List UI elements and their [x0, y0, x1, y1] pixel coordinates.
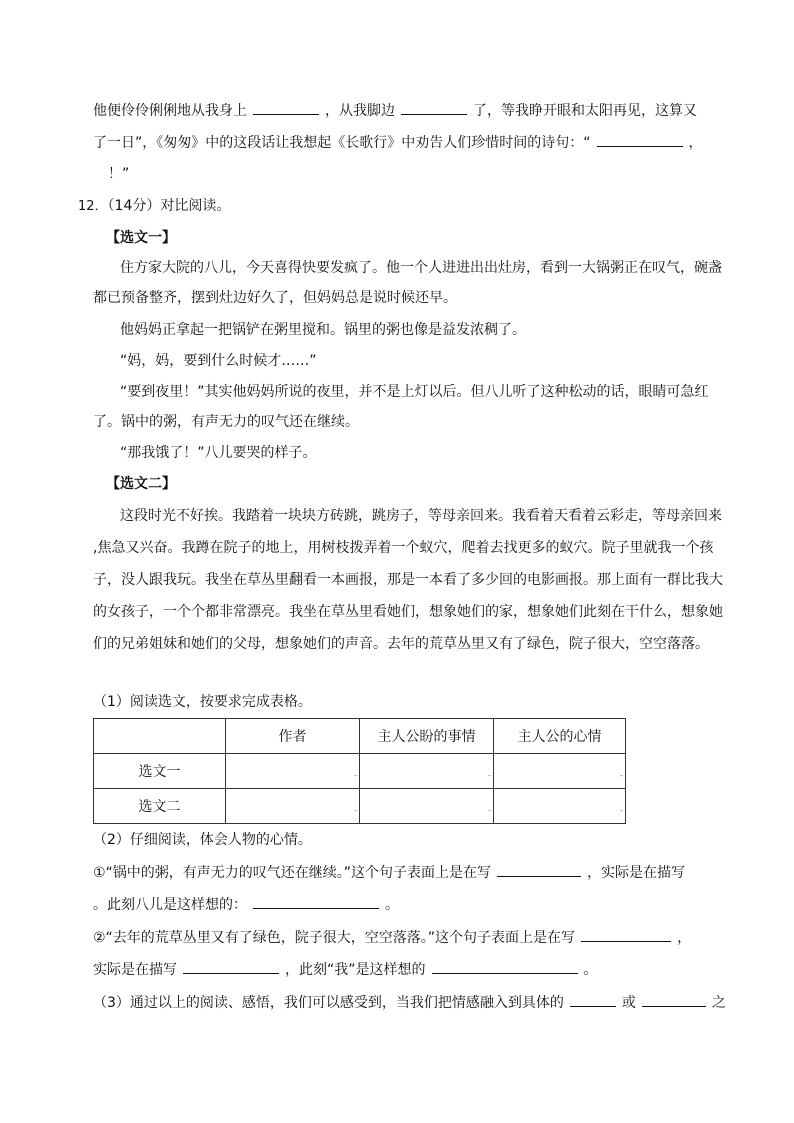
question-text: ①“锅中的粥，有声无力的叹气还在继续。”这个句子表面上是在写: [93, 865, 492, 881]
passage-2-line: 的女孩子，一个个都非常漂亮。我坐在草丛里看她们，想象她们的家，想象她们此刻在干什么，想象她: [93, 604, 723, 620]
answer-cell[interactable]: -: [360, 754, 494, 789]
passage-1-line: “妈，妈，要到什么时候才……”: [120, 353, 317, 369]
answer-blank[interactable]: [581, 927, 671, 942]
table-row: [94, 789, 626, 824]
answer-cell[interactable]: -: [494, 789, 626, 824]
question-text: 之: [711, 995, 726, 1011]
answer-cell[interactable]: -: [226, 789, 360, 824]
passage-1-line: 他妈妈正拿起一把锅铲在粥里搅和。锅里的粥也像是益发浓稠了。: [120, 322, 526, 338]
question-title: （14分）对比阅读。: [107, 198, 231, 214]
intro-text: ，从我脚边: [325, 103, 395, 119]
passage-1-line: 住方家大院的八儿，今天喜得快要发疯了。他一个人进进出出灶房，看到一大锅粥正在叹气，碗盏: [120, 260, 722, 276]
question-text: ，此刻“我”是这样想的: [285, 962, 426, 978]
sub-question-2-line: [93, 894, 399, 915]
passage-1-heading: 【选文一】: [106, 230, 176, 246]
answer-table: [93, 718, 626, 824]
answer-blank[interactable]: [401, 100, 467, 115]
question-text: 。: [385, 897, 399, 913]
intro-text: ，: [688, 135, 703, 151]
question-text: ，实际是在描写: [587, 865, 686, 881]
intro-text: 了，等我睁开眼和太阳再见，这算又: [473, 103, 697, 119]
answer-blank[interactable]: [253, 100, 319, 115]
sub-question-2-label: （2）仔细阅读，体会人物的心情。: [93, 832, 312, 848]
table-header-cell: 作者: [226, 719, 360, 754]
answer-blank[interactable]: [497, 862, 581, 877]
passage-1-line: 都已预备整齐，摆到灶边好久了，但妈妈总是说时候还早。: [93, 290, 457, 306]
sub-question-1-label: （1）阅读选文，按要求完成表格。: [93, 694, 312, 710]
answer-blank[interactable]: [253, 894, 379, 909]
question-text: （3）通过以上的阅读、感悟，我们可以感受到，当我们把情感融入到具体的: [93, 995, 564, 1011]
intro-line-3: ！”: [108, 166, 130, 182]
sub-question-2-line: [93, 862, 685, 883]
intro-text: 他便伶伶俐俐地从我身上: [93, 103, 247, 119]
table-row: [94, 754, 626, 789]
sub-question-2-line: [93, 959, 598, 980]
question-text: 或: [621, 995, 636, 1011]
question-12-title: [78, 196, 230, 217]
sub-question-2-line: [93, 927, 691, 948]
row-label-cell: 选文二: [94, 789, 226, 824]
intro-line-2: [93, 132, 703, 153]
question-text: 。此刻八儿是这样想的：: [93, 897, 247, 913]
table-header-cell: 主人公的心情: [494, 719, 626, 754]
passage-1-line: “那我饿了！”八儿要哭的样子。: [120, 445, 317, 461]
table-header-cell: 主人公盼的事情: [360, 719, 494, 754]
answer-cell[interactable]: -: [226, 754, 360, 789]
answer-blank[interactable]: [597, 132, 683, 147]
answer-blank[interactable]: [432, 959, 578, 974]
passage-2-heading: 【选文二】: [106, 476, 176, 492]
answer-blank[interactable]: [570, 992, 616, 1007]
passage-2-line: 这段时光不好挨。我踏着一块块方砖跳，跳房子，等母亲回来。我看着天看着云彩走，等母亲回来: [120, 508, 722, 524]
row-label-cell: 选文一: [94, 754, 226, 789]
passage-2-line: 子，没人跟我玩。我坐在草丛里翻看一本画报，那是一本看了多少回的电影画报。那上面有一群比我大: [93, 572, 723, 588]
table-header-row: [94, 719, 626, 754]
intro-text: 了一日”，《匆匆》中的这段话让我想起《长歌行》中劝告人们珍惜时间的诗句：“: [93, 135, 591, 151]
table-header-cell: [94, 719, 226, 754]
answer-cell[interactable]: -: [494, 754, 626, 789]
question-number: 12．: [78, 199, 108, 214]
question-text: ②“去年的荒草丛里又有了绿色，院子很大，空空落落。”这个句子表面上是在写: [93, 930, 576, 946]
question-text: 。: [583, 962, 598, 978]
passage-1-line: 了。锅中的粥，有声无力的叹气还在继续。: [93, 414, 359, 430]
question-text: ，: [677, 930, 692, 946]
passage-2-line: ,焦急又兴奋。我蹲在院子的地上，用树枝拨弄着一个蚁穴，爬着去找更多的蚁穴。院子里就我一个孩: [93, 540, 714, 556]
question-text: 实际是在描写: [93, 962, 177, 978]
passage-1-line: “要到夜里！”其实他妈妈所说的夜里，并不是上灯以后。但八儿听了这种松动的话，眼睛可急红: [120, 384, 709, 400]
answer-cell[interactable]: -: [360, 789, 494, 824]
passage-2-line: 们的兄弟姐妹和她们的父母，想象她们的声音。去年的荒草丛里又有了绿色，院子很大，空空落落。: [93, 636, 709, 652]
intro-line-1: [93, 100, 697, 121]
answer-blank[interactable]: [183, 959, 279, 974]
answer-blank[interactable]: [642, 992, 706, 1007]
sub-question-3-line: [93, 992, 726, 1013]
